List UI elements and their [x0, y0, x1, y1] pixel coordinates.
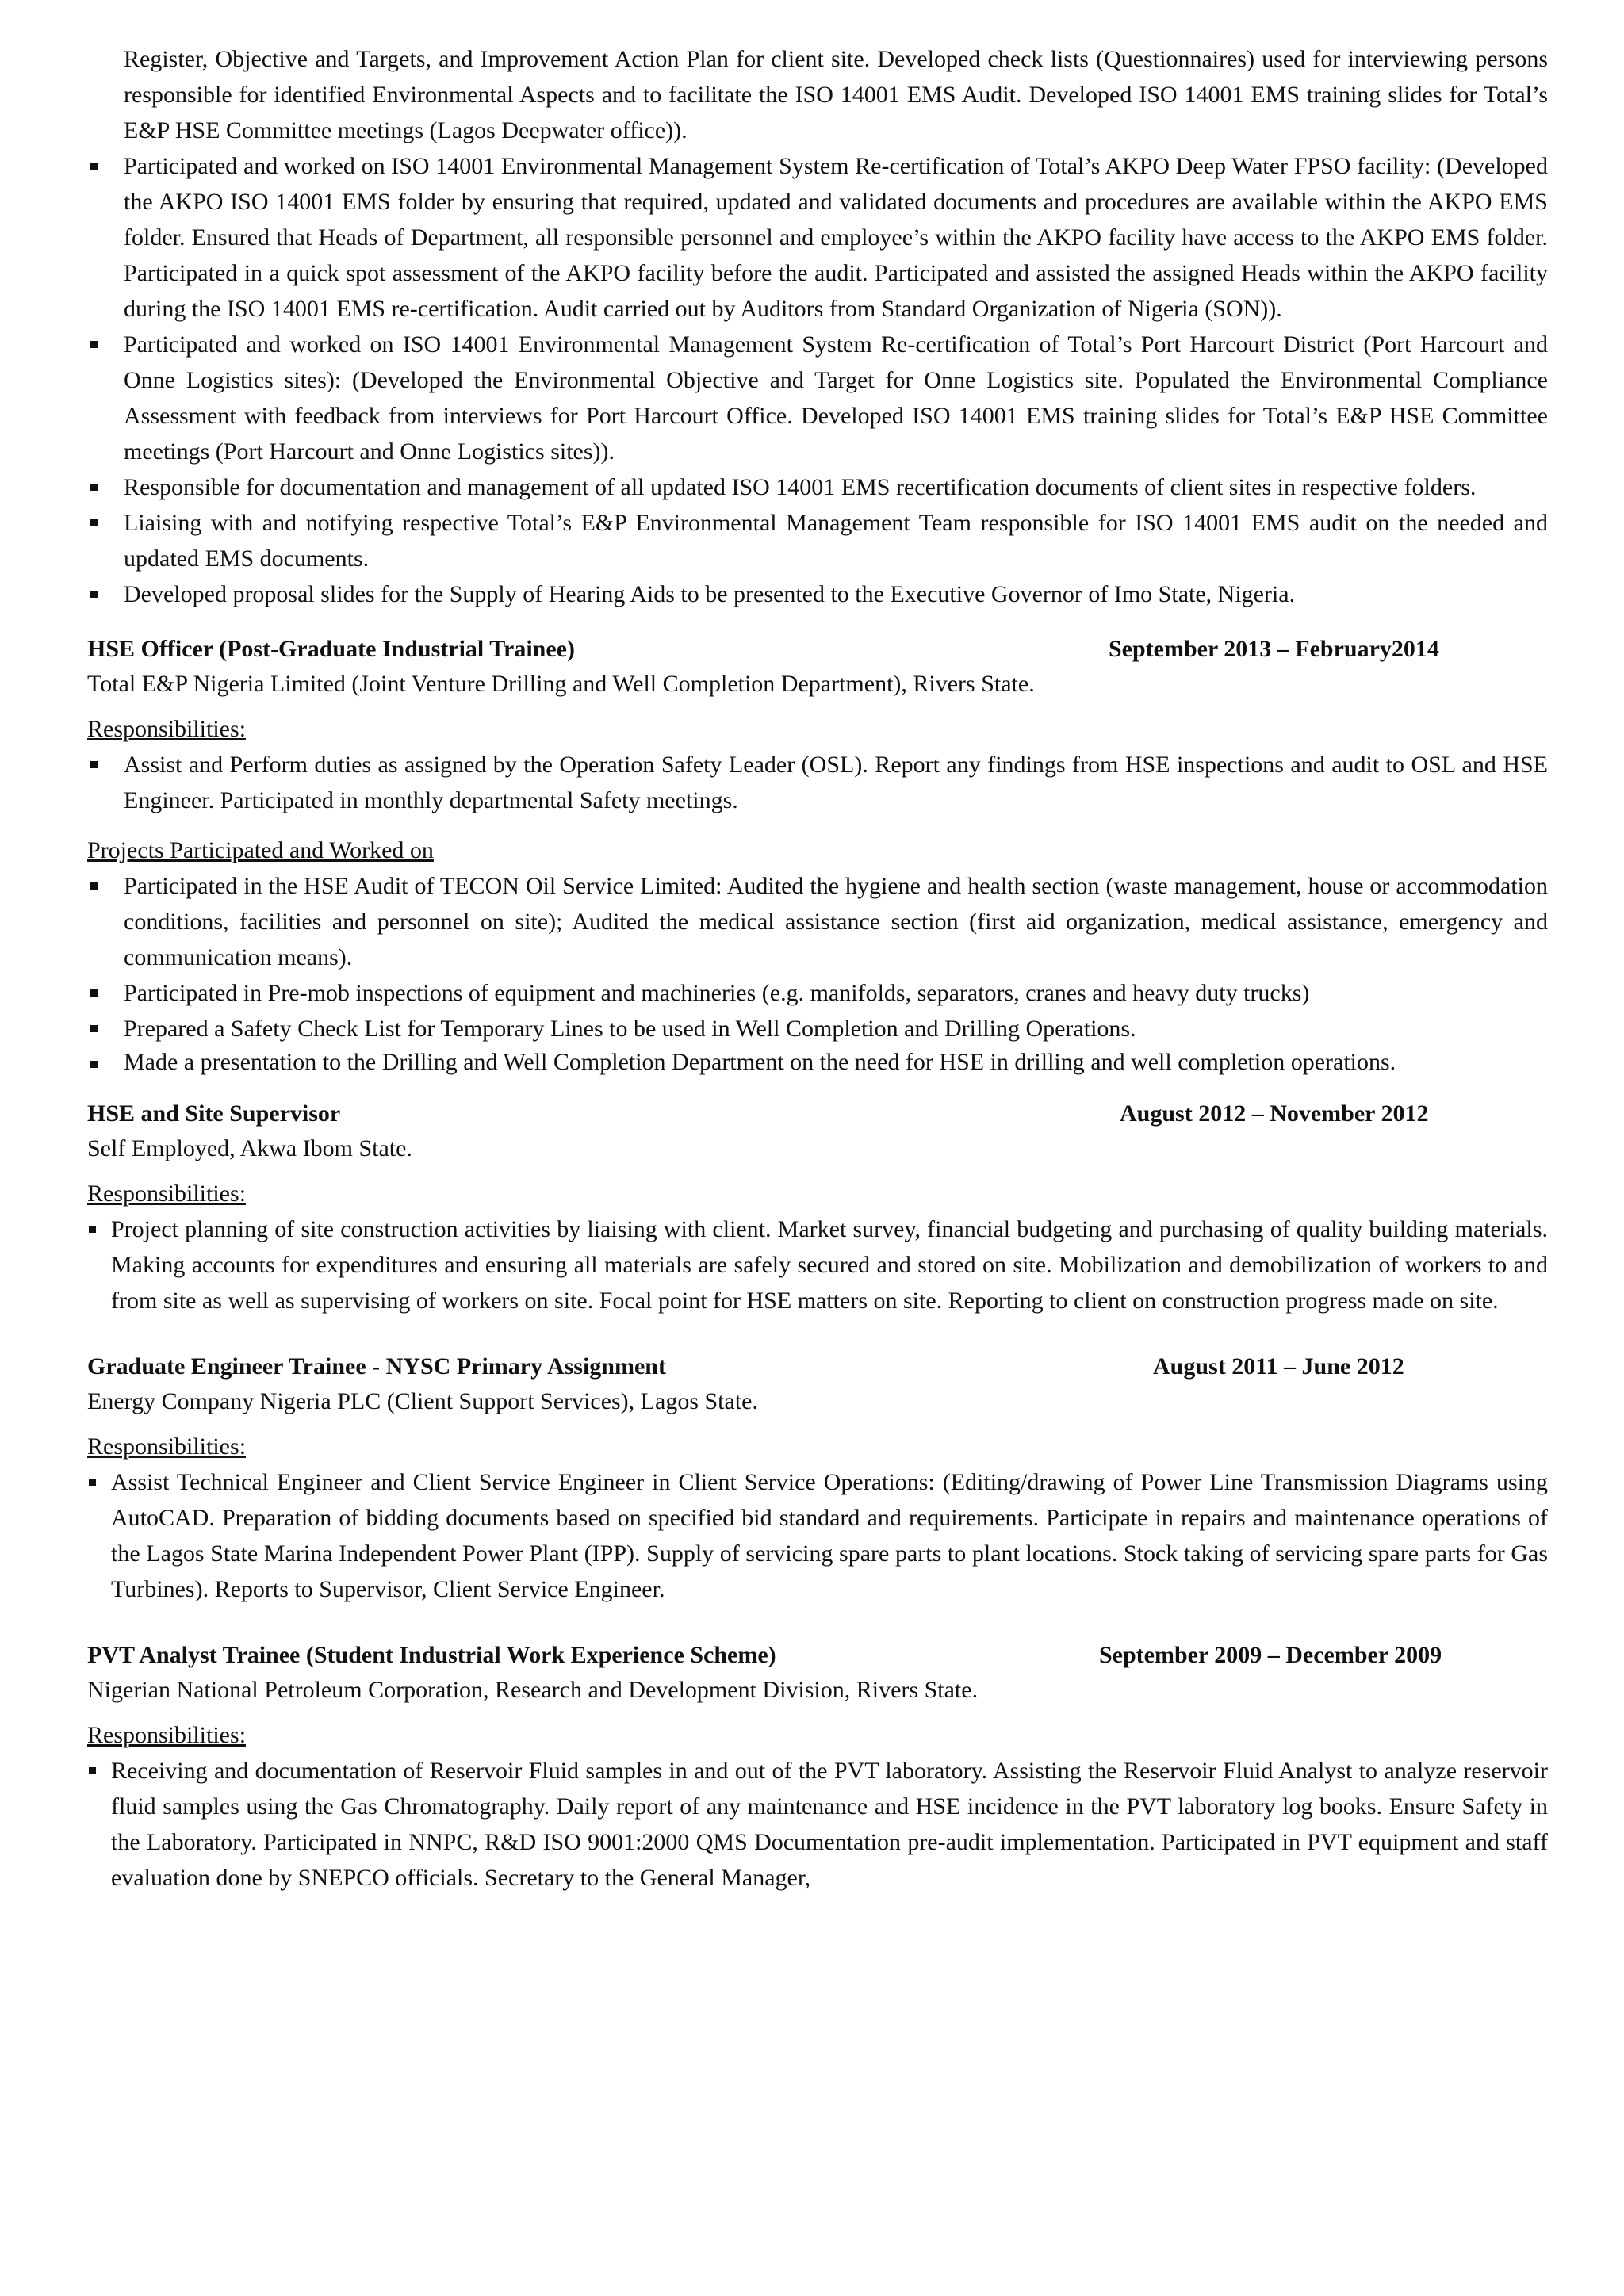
- company-line: Nigerian National Petroleum Corporation, Research and Development Division, Rivers State.: [87, 1677, 979, 1703]
- job-entry-hse-officer: [87, 631, 1548, 1078]
- job-dates: August 2012 – November 2012: [1120, 1100, 1429, 1127]
- company-line: Energy Company Nigeria PLC (Client Support Services), Lagos State.: [87, 1388, 758, 1414]
- job-dates: September 2013 – February2014: [1109, 636, 1439, 662]
- job-header: [87, 1637, 1548, 1672]
- responsibilities-heading: Responsibilities:: [87, 1433, 247, 1460]
- list-item: Developed proposal slides for the Supply of Hearing Aids to be presented to the Executive Governor of Imo State, Nigeria.: [87, 576, 1548, 612]
- list-item: Prepared a Safety Check List for Temporary Lines to be used in Well Completion and Drilling Operations.: [87, 1011, 1548, 1047]
- job-entry-pvt-analyst: [87, 1637, 1548, 1896]
- company-line: Total E&P Nigeria Limited (Joint Venture Drilling and Well Completion Department), Rivers State.: [87, 671, 1035, 697]
- job-entry-graduate-engineer: [87, 1349, 1548, 1607]
- company-line: Self Employed, Akwa Ibom State.: [87, 1135, 412, 1161]
- job-title: HSE Officer (Post-Graduate Industrial Trainee): [87, 636, 575, 662]
- responsibilities-heading: Responsibilities:: [87, 1181, 247, 1207]
- continued-paragraph: Register, Objective and Targets, and Improvement Action Plan for client site. Developed check lists (Questionnaires) used for interviewing persons responsible for identified Environmental Aspects and to facilitate the ISO 14001 EMS Audit. Developed ISO 14001 EMS training slides for Total’s E&P HSE Committee meetings (Lagos Deepwater office)).: [124, 46, 1548, 144]
- list-item: Responsible for documentation and management of all updated ISO 14001 EMS recertification documents of client sites in respective folders.: [87, 469, 1548, 505]
- responsibilities-heading: Responsibilities:: [87, 1722, 247, 1748]
- job-dates: September 2009 – December 2009: [1099, 1642, 1442, 1668]
- list-item: Participated in the HSE Audit of TECON Oil Service Limited: Audited the hygiene and health section (waste management, house or accommodation conditions, facilities and personnel on site); Audited the medical assistance section (first aid organization, medical assistance, emergency and communication means).: [87, 868, 1548, 975]
- job-dates: August 2011 – June 2012: [1153, 1353, 1404, 1380]
- job-entry-site-supervisor: [87, 1096, 1548, 1318]
- list-item: Participated and worked on ISO 14001 Environmental Management System Re-certification of Total’s Port Harcourt District (Port Harcourt and Onne Logistics sites): (Developed the Environmental Objective and Target for Onne Logistics site. Populated the Environmental Compliance Assessment with feedback from interviews for Port Harcourt Office. Developed ISO 14001 EMS training slides for Total’s E&P HSE Committee meetings (Port Harcourt and Onne Logistics sites)).: [87, 327, 1548, 469]
- intro-bullet-list: [87, 148, 1548, 612]
- intro-section: [87, 41, 1548, 612]
- list-item: Made a presentation to the Drilling and Well Completion Department on the need for HSE in drilling and well completion operations.: [87, 1047, 1548, 1078]
- projects-list: [87, 868, 1548, 1078]
- job-header: [87, 1349, 1548, 1383]
- list-item: Participated and worked on ISO 14001 Environmental Management System Re-certification of Total’s AKPO Deep Water FPSO facility: (Developed the AKPO ISO 14001 EMS folder by ensuring that required, updated and validated documents and procedures are available within the AKPO EMS folder. Ensured that Heads of Department, all responsible personnel and employee’s within the AKPO facility have access to the AKPO EMS folder. Participated in a quick spot assessment of the AKPO facility before the audit. Participated and assisted the assigned Heads within the AKPO facility during the ISO 14001 EMS re-certification. Audit carried out by Auditors from Standard Organization of Nigeria (SON)).: [87, 148, 1548, 327]
- list-item: Project planning of site construction activities by liaising with client. Market survey, financial budgeting and purchasing of quality building materials. Making accounts for expenditures and ensuring all materials are safely secured and stored on site. Mobilization and demobilization of workers to and from site as well as supervising of workers on site. Focal point for HSE matters on site. Reporting to client on construction progress made on site.: [87, 1211, 1548, 1318]
- job-title: PVT Analyst Trainee (Student Industrial Work Experience Scheme): [87, 1642, 776, 1668]
- responsibilities-heading: Responsibilities:: [87, 716, 247, 742]
- list-item: Liaising with and notifying respective Total’s E&P Environmental Management Team responsible for ISO 14001 EMS audit on the needed and updated EMS documents.: [87, 505, 1548, 576]
- list-item: Participated in Pre-mob inspections of equipment and machineries (e.g. manifolds, separators, cranes and heavy duty trucks): [87, 975, 1548, 1011]
- responsibilities-list: [87, 1753, 1548, 1896]
- responsibilities-list: [87, 747, 1548, 818]
- job-title: Graduate Engineer Trainee - NYSC Primary Assignment: [87, 1353, 666, 1380]
- responsibilities-list: [87, 1464, 1548, 1607]
- job-header: [87, 1096, 1548, 1131]
- responsibilities-list: [87, 1211, 1548, 1318]
- list-item: Assist and Perform duties as assigned by the Operation Safety Leader (OSL). Report any findings from HSE inspections and audit to OSL and HSE Engineer. Participated in monthly departmental Safety meetings.: [87, 747, 1548, 818]
- job-title: HSE and Site Supervisor: [87, 1100, 341, 1127]
- job-header: [87, 631, 1548, 666]
- projects-heading: Projects Participated and Worked on: [87, 837, 434, 863]
- list-item: Receiving and documentation of Reservoir Fluid samples in and out of the PVT laboratory. Assisting the Reservoir Fluid Analyst to analyze reservoir fluid samples using the Gas Chromatography. Daily report of any maintenance and HSE incidence in the PVT laboratory log books. Ensure Safety in the Laboratory. Participated in NNPC, R&D ISO 9001:2000 QMS Documentation pre-audit implementation. Participated in PVT equipment and staff evaluation done by SNEPCO officials. Secretary to the General Manager,: [87, 1753, 1548, 1896]
- list-item: Assist Technical Engineer and Client Service Engineer in Client Service Operations: (Editing/drawing of Power Line Transmission Diagrams using AutoCAD. Preparation of bidding documents based on specified bid standard and requirements. Participate in repairs and maintenance operations of the Lagos State Marina Independent Power Plant (IPP). Supply of servicing spare parts to plant locations. Stock taking of servicing spare parts for Gas Turbines). Reports to Supervisor, Client Service Engineer.: [87, 1464, 1548, 1607]
